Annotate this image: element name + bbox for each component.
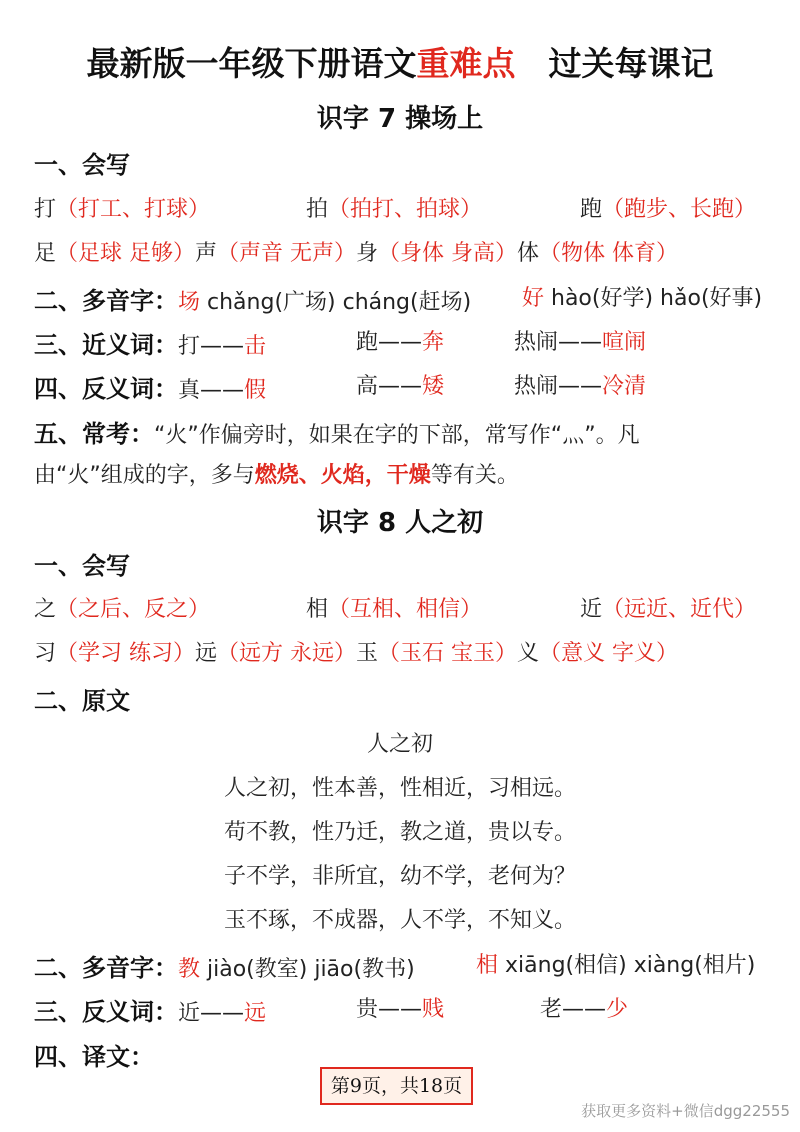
lesson7-write-item: 打（打工、打球）: [34, 197, 211, 222]
lesson8-polyphonic: 二、多音字：教 jiào(教室) jiāo(教书): [34, 954, 415, 982]
lesson7-section-write: 一、会写: [34, 151, 130, 179]
lesson7-synonyms: 三、近义词：打——击: [34, 331, 267, 359]
lesson8-section-original: 二、原文: [34, 687, 130, 715]
lesson7-title: 识字 7 操场上: [316, 104, 484, 134]
title-highlight: 重难点: [416, 44, 516, 83]
watermark: 获取更多资料+微信dgg22555: [581, 1102, 790, 1120]
lesson8-polyphonic-2: 相 xiāng(相信) xiàng(相片): [476, 953, 756, 978]
lesson8-section-translation: 四、译文：: [34, 1043, 154, 1071]
page-number-badge: 第9页，共18页: [320, 1067, 473, 1105]
lesson8-write-item: 之（之后、反之）: [34, 597, 211, 622]
lesson7-polyphonic: 二、多音字：场 chǎng(广场) cháng(赶场): [34, 287, 472, 315]
poem-line: 子不学，非所宜，幼不学，老何为？: [223, 864, 576, 889]
lesson7-write-row2: 足（足球 足够）声（声音 无声）身（身体 身高）体（物体 体育）: [34, 241, 679, 266]
title-main: 最新版一年级下册语文: [86, 44, 417, 83]
lesson7-write-item: 跑（跑步、长跑）: [580, 197, 757, 222]
page-title: [0, 38, 800, 85]
lesson8-antonyms: 三、反义词：近——远: [34, 998, 267, 1026]
poem-line: 人之初，性本善，性相近，习相远。: [223, 776, 576, 801]
lesson7-common-note-2: 由“火”组成的字，多与燃烧、火焰，干燥等有关。: [34, 463, 519, 488]
lesson7-antonym-item: 高——矮: [356, 374, 445, 399]
lesson7-antonym-item: 热闹——冷清: [514, 374, 647, 399]
lesson8-antonym-item: 老——少: [540, 997, 629, 1022]
title-suffix: 过关每课记: [515, 44, 714, 83]
lesson7-synonym-item: 热闹——喧闹: [514, 330, 647, 355]
lesson8-antonym-item: 贵——贱: [356, 997, 445, 1022]
lesson8-section-write: 一、会写: [34, 552, 130, 580]
lesson8-write-item: 近（远近、近代）: [580, 597, 757, 622]
lesson8-write-row2: 习（学习 练习）远（远方 永远）玉（玉石 宝玉）义（意义 字义）: [34, 641, 679, 666]
lesson7-synonym-item: 跑——奔: [356, 330, 445, 355]
poem-line: 苟不教，性乃迁，教之道，贵以专。: [223, 820, 576, 845]
lesson8-title: 识字 8 人之初: [316, 508, 484, 538]
lesson7-common-note: 五、常考：“火”作偏旁时，如果在字的下部，常写作“灬”。凡: [34, 420, 640, 448]
lesson7-antonyms: 四、反义词：真——假: [34, 375, 267, 403]
poem-line: 玉不琢，不成器，人不学，不知义。: [223, 908, 576, 933]
lesson8-write-item: 相（互相、相信）: [306, 597, 483, 622]
lesson7-write-item: 拍（拍打、拍球）: [306, 197, 483, 222]
poem-title: 人之初: [366, 732, 433, 757]
lesson7-polyphonic-2: 好 hào(好学) hǎo(好事): [522, 286, 763, 311]
